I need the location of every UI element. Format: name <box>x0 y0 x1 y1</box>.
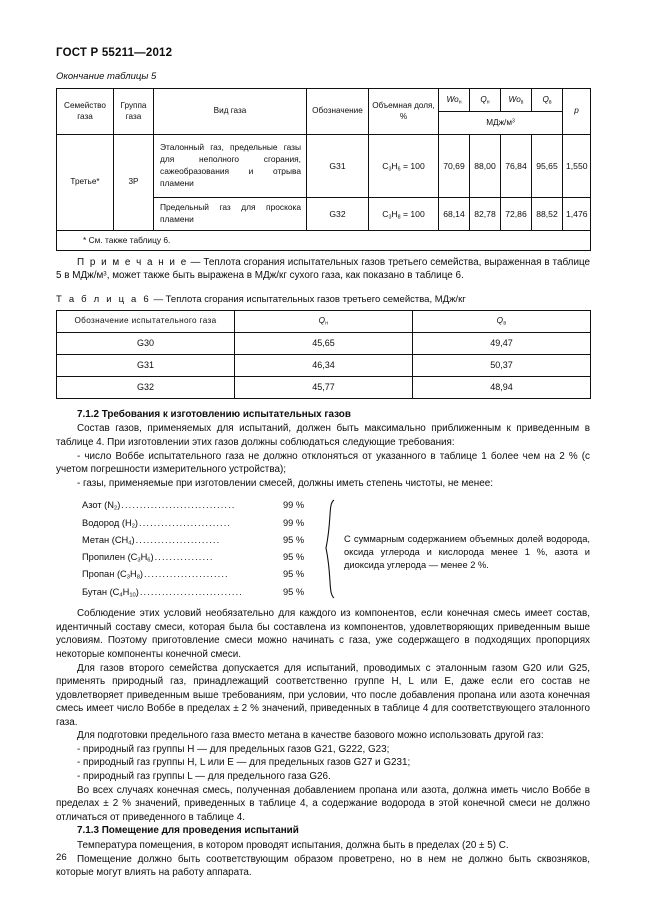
th-q-n-symbol: Q <box>480 94 487 104</box>
note-sup: 3 <box>103 270 107 278</box>
purity-rows <box>82 497 317 601</box>
formula-mid: H <box>391 208 398 219</box>
dash-item-2: - природный газ группы H, L или E — для предельных газов G27 и G231; <box>77 757 411 769</box>
paragraph-all-cases: Во всех случаях конечная смесь, полученная добавлением пропана или азота, должна иметь число Воббе в пределах ± 2 % значений, приведенных в таблице 4, а содержание водорода в этой конечной смеси не должно отличаться от приведенного в таблице 4. <box>56 784 590 823</box>
table-6 <box>56 310 591 399</box>
paragraph-713-2: Помещение должно быть соответствующим образом проветрено, но в нем не должно быть сквозняков, которые могут влиять на работу аппарата. <box>56 853 590 879</box>
formula-pre: C <box>382 208 389 219</box>
purity-name-sub: 2 <box>113 505 118 512</box>
purity-name-sub: 4 <box>128 540 132 547</box>
purity-name-post: ) <box>117 500 121 511</box>
purity-name-post: ) <box>131 534 135 545</box>
th-gas-type: Вид газа <box>154 89 307 135</box>
purity-name-sub2: 10 <box>129 592 136 599</box>
paragraph-712-1: Состав газов, применяемых для испытаний, должен быть максимально приближенным к приведенным в таблице 4. При изготовлении этих газов должны соблюдаться следующие требования: <box>56 423 590 449</box>
th-q-v-sub: в <box>503 320 507 327</box>
td-wo-v: 76,84 <box>501 135 532 198</box>
leader-dots: ....................... <box>135 534 221 545</box>
th-rho <box>563 89 591 135</box>
heading-7-1-2: 7.1.2 Требования к изготовлению испытательных газов <box>77 408 351 420</box>
th-family: Семейство газа <box>57 89 114 135</box>
purity-name-post: ) <box>135 586 139 597</box>
th-wo-v <box>501 89 532 112</box>
table-row <box>57 135 591 198</box>
purity-name-mid: H <box>122 586 130 597</box>
th-wo-n <box>439 89 470 112</box>
purity-name-pre: Водород (H <box>82 517 132 528</box>
table5-caption: Окончание таблицы 5 <box>56 71 157 82</box>
purity-percent: 99 % <box>283 517 305 528</box>
purity-name-post: ) <box>150 552 154 563</box>
td-designation: G32 <box>307 198 369 231</box>
purity-name-sub2: 6 <box>147 557 151 564</box>
formula-sub2: 8 <box>397 213 401 220</box>
td-group: 3Р <box>114 135 154 231</box>
list-item <box>82 532 317 549</box>
th-q-n-sub: н <box>325 320 329 327</box>
td-gas-type: Предельный газ для проскока пламени <box>154 198 307 231</box>
purity-name-post: ) <box>139 569 143 580</box>
th-q-n-sub: н <box>486 99 490 106</box>
purity-name-mid: H <box>129 569 137 580</box>
bullet-712-1: - число Воббе испытательного газа не должно отклоняться от указанного в таблице 1 более чем на 2 % (с учетом погрешности измерительного устройства); <box>56 450 590 476</box>
td-q-n: 45,77 <box>235 376 413 398</box>
paragraph-preparation: Для подготовки предельного газа вместо метана в качестве базового можно использовать другой газ: <box>77 730 544 742</box>
formula-pre: C <box>382 160 389 171</box>
td-q-n: 45,65 <box>235 332 413 354</box>
leader-dots: ....................... <box>144 569 229 580</box>
standard-header: ГОСТ Р 55211—2012 <box>56 47 173 59</box>
purity-name <box>82 515 138 532</box>
td-q-v: 48,94 <box>413 376 591 398</box>
td-q-n: 88,00 <box>470 135 501 198</box>
th-q-v <box>532 89 563 112</box>
table5-footnote-row <box>57 231 591 251</box>
th-q-n-symbol: Q <box>318 316 326 325</box>
formula-sub1: 3 <box>388 213 392 220</box>
td-designation: G31 <box>307 135 369 198</box>
purity-name-post: ) <box>134 517 139 528</box>
purity-name-mid: H <box>140 552 148 563</box>
purity-percent: 95 % <box>283 569 305 580</box>
purity-name-pre: Пропан (C <box>82 569 127 580</box>
td-wo-n: 68,14 <box>439 198 470 231</box>
purity-percent: 95 % <box>283 552 305 563</box>
table6-header-row <box>57 310 591 332</box>
td-wo-n: 70,69 <box>439 135 470 198</box>
th-volume-fraction: Объемная доля, % <box>369 89 439 135</box>
th-wo-n-symbol: Wo <box>446 94 459 104</box>
td-family: Третье* <box>57 135 114 231</box>
purity-note-text: С суммарным содержанием объемных долей водорода, оксида углерода и кислорода менее 1 %, азота и диоксида углерода — менее 2 %. <box>344 534 590 570</box>
table6-title <box>56 294 590 305</box>
td-q-v: 88,52 <box>532 198 563 231</box>
td-q-n: 82,78 <box>470 198 501 231</box>
purity-name-sub: 3 <box>137 557 141 564</box>
th-units-text: МДж/м <box>486 117 512 127</box>
leader-dots: ................ <box>154 552 214 563</box>
th-designation: Обозначение <box>307 89 369 135</box>
leader-dots: ......................... <box>139 517 232 528</box>
paragraph-compliance: Соблюдение этих условий необязательно для каждого из компонентов, если конечная смесь имеет состав, идентичный составу смеси, которая была бы составлена из компонентов, удовлетворяющих приведенным выше условиям. Поэтому приготовление смеси можно начинать с газа, уже содержащего в подходящих пропорциях некоторые компоненты конечной смеси. <box>56 608 590 660</box>
list-item <box>82 549 317 566</box>
purity-name <box>82 566 143 583</box>
purity-name-pre: Метан (CH <box>82 534 129 545</box>
leader-dots: ............................ <box>139 586 243 597</box>
td-q-v: 50,37 <box>413 354 591 376</box>
purity-name-sub: 3 <box>126 574 130 581</box>
purity-name-pre: Бутан (C <box>82 586 120 597</box>
table5-header-row-1 <box>57 89 591 112</box>
list-item <box>82 497 317 514</box>
purity-name-pre: Пропилен (C <box>82 552 138 563</box>
curly-brace-icon <box>324 499 336 599</box>
th-units <box>439 112 563 135</box>
td-q-v: 49,47 <box>413 332 591 354</box>
purity-name <box>82 584 139 601</box>
purity-list-block <box>56 497 590 601</box>
list-item <box>82 566 317 583</box>
th-rho-symbol: p <box>574 106 579 116</box>
formula-sub1: 3 <box>388 165 392 172</box>
paragraph-713-1: Температура помещения, в котором проводят испытания, должна быть в пределах (20 ± 5) С. <box>77 840 509 852</box>
purity-name <box>82 532 135 549</box>
note-text-1: Теплота сгорания испытательных газов третьего семейства, выраженная в таблице 5 в МДж/м <box>56 256 590 282</box>
list-item <box>82 584 317 601</box>
th-q-v <box>413 310 591 332</box>
td-rho: 1,476 <box>563 198 591 231</box>
th-wo-n-sub: н <box>458 99 462 106</box>
table-5 <box>56 88 591 251</box>
table-row <box>57 354 591 376</box>
th-group: Группа газа <box>114 89 154 135</box>
heading-7-1-3: 7.1.3 Помещение для проведения испытаний <box>77 825 299 837</box>
table6-title-text: — Теплота сгорания испытательных газов третьего семейства, МДж/кг <box>150 293 466 305</box>
table-row <box>57 376 591 398</box>
td-q-v: 95,65 <box>532 135 563 198</box>
formula-post: = 100 <box>400 208 425 219</box>
page-content <box>56 47 590 880</box>
td-volume-fraction <box>369 198 439 231</box>
dash-item-3: - природный газ группы L — для предельного газа G26. <box>77 771 331 783</box>
td-gas-type: Эталонный газ, предельные газы для неполного сгорания, сажеобразования и отрыва пламени <box>154 135 307 198</box>
td-wo-v: 72,86 <box>501 198 532 231</box>
formula-mid: H <box>391 160 398 171</box>
note-label: П р и м е ч а н и е <box>77 256 188 268</box>
th-q-n <box>235 310 413 332</box>
purity-name-sub2: 8 <box>136 574 140 581</box>
list-item <box>82 515 317 532</box>
td-volume-fraction <box>369 135 439 198</box>
th-q-v-symbol: Q <box>496 316 504 325</box>
paragraph-second-family: Для газов второго семейства допускается для испытаний, проводимых с эталонным газом G20 или G25, применять природный газ, принадлежащий соответственно группе H, L или E, даже если его состав не удовлетворяет приведенным выше требованиям, при условии, что после добавления пропана или азота конечная смесь имеет число Воббе в пределах ± 2 % значений, приведенных в таблице 4 для соответствующего эталонного газа. <box>56 662 590 728</box>
purity-percent: 95 % <box>283 534 305 545</box>
purity-name-sub: 4 <box>119 592 123 599</box>
formula-sub2: 6 <box>397 165 401 172</box>
td-designation: G32 <box>57 376 235 398</box>
page-number: 26 <box>56 852 67 863</box>
table-row <box>57 332 591 354</box>
bullet-712-2: - газы, применяемые при изготовлении смесей, должны иметь степень чистоты, не менее: <box>77 477 493 489</box>
td-q-n: 46,34 <box>235 354 413 376</box>
th-designation: Обозначение испытательного газа <box>57 310 235 332</box>
td-footnote: * См. также таблицу 6. <box>57 231 591 251</box>
purity-name <box>82 497 120 514</box>
purity-name-pre: Азот (N <box>82 500 114 511</box>
dash-item-1: - природный газ группы H — для предельных газов G21, G222, G23; <box>77 743 390 755</box>
note-dash: — <box>187 256 204 268</box>
th-q-v-sub: в <box>548 99 552 106</box>
td-designation: G31 <box>57 354 235 376</box>
purity-percent: 95 % <box>283 586 305 597</box>
th-wo-v-symbol: Wo <box>508 94 521 104</box>
th-q-n <box>470 89 501 112</box>
purity-percent: 99 % <box>283 500 305 511</box>
purity-name <box>82 549 154 566</box>
table6-title-label: Т а б л и ц а 6 <box>56 293 151 305</box>
formula-post: = 100 <box>400 160 425 171</box>
th-q-v-symbol: Q <box>542 94 549 104</box>
purity-name-sub: 2 <box>131 523 135 530</box>
th-wo-v-sub: в <box>520 99 524 106</box>
leader-dots: ............................... <box>121 500 236 511</box>
note-text-2: , может также быть выражена в МДж/кг сухого газа, как показано в таблице 6. <box>106 270 464 282</box>
th-units-sup: 3 <box>511 118 515 125</box>
td-rho: 1,550 <box>563 135 591 198</box>
table5-note-paragraph <box>56 256 590 283</box>
td-designation: G30 <box>57 332 235 354</box>
